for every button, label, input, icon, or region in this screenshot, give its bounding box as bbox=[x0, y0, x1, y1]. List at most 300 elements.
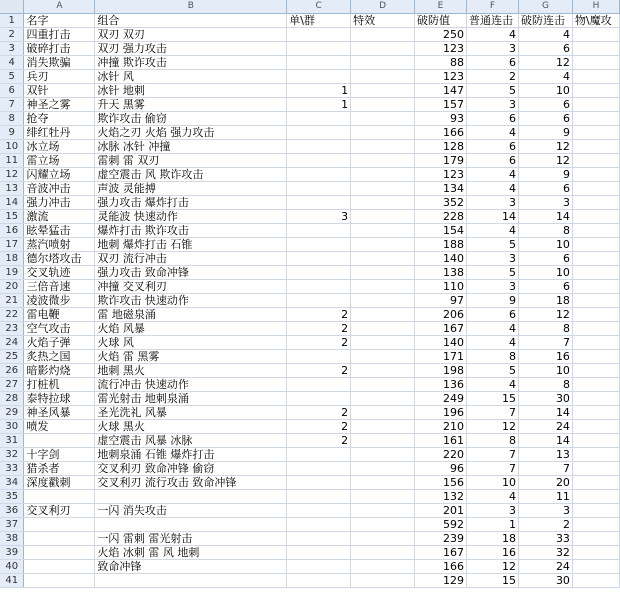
cell-h[interactable] bbox=[572, 504, 619, 518]
row-header[interactable]: 8 bbox=[0, 112, 24, 126]
cell-f[interactable]: 普通连击 bbox=[466, 14, 518, 28]
cell-e[interactable]: 140 bbox=[415, 252, 467, 266]
cell-h[interactable] bbox=[572, 168, 619, 182]
cell-c[interactable]: 单\群 bbox=[287, 14, 351, 28]
cell-g[interactable]: 7 bbox=[518, 336, 572, 350]
cell-h[interactable] bbox=[572, 308, 619, 322]
cell-a[interactable] bbox=[24, 532, 95, 546]
cell-c[interactable] bbox=[287, 112, 351, 126]
row-header[interactable]: 3 bbox=[0, 42, 24, 56]
cell-g[interactable]: 30 bbox=[518, 392, 572, 406]
column-header-a[interactable]: A bbox=[24, 0, 95, 14]
cell-f[interactable]: 1 bbox=[466, 518, 518, 532]
cell-f[interactable]: 6 bbox=[466, 140, 518, 154]
cell-g[interactable]: 9 bbox=[518, 168, 572, 182]
cell-e[interactable]: 123 bbox=[415, 70, 467, 84]
cell-h[interactable] bbox=[572, 532, 619, 546]
row-header[interactable]: 1 bbox=[0, 14, 24, 28]
cell-f[interactable]: 4 bbox=[466, 182, 518, 196]
cell-a[interactable]: 凌波微步 bbox=[24, 294, 95, 308]
row-header[interactable]: 22 bbox=[0, 308, 24, 322]
row-header[interactable]: 37 bbox=[0, 518, 24, 532]
row-header[interactable]: 41 bbox=[0, 574, 24, 588]
cell-f[interactable]: 4 bbox=[466, 378, 518, 392]
cell-d[interactable] bbox=[351, 434, 415, 448]
cell-g[interactable]: 14 bbox=[518, 434, 572, 448]
cell-c[interactable] bbox=[287, 518, 351, 532]
cell-c[interactable] bbox=[287, 140, 351, 154]
cell-d[interactable] bbox=[351, 560, 415, 574]
cell-g[interactable]: 6 bbox=[518, 112, 572, 126]
cell-h[interactable] bbox=[572, 406, 619, 420]
cell-a[interactable]: 蒸汽喷射 bbox=[24, 238, 95, 252]
column-header-d[interactable]: D bbox=[351, 0, 415, 14]
row-header[interactable]: 17 bbox=[0, 238, 24, 252]
cell-h[interactable] bbox=[572, 140, 619, 154]
cell-h[interactable] bbox=[572, 112, 619, 126]
cell-e[interactable]: 132 bbox=[415, 490, 467, 504]
cell-c[interactable] bbox=[287, 182, 351, 196]
cell-b[interactable]: 交叉利刃 流行攻击 致命冲锋 bbox=[95, 476, 287, 490]
cell-f[interactable]: 4 bbox=[466, 490, 518, 504]
cell-d[interactable] bbox=[351, 392, 415, 406]
cell-g[interactable]: 破防连击 bbox=[518, 14, 572, 28]
cell-h[interactable] bbox=[572, 546, 619, 560]
column-header-f[interactable]: F bbox=[466, 0, 518, 14]
cell-d[interactable] bbox=[351, 70, 415, 84]
cell-e[interactable]: 96 bbox=[415, 462, 467, 476]
cell-b[interactable]: 地刺 黑火 bbox=[95, 364, 287, 378]
cell-g[interactable]: 6 bbox=[518, 98, 572, 112]
cell-f[interactable]: 5 bbox=[466, 238, 518, 252]
row-header[interactable]: 23 bbox=[0, 322, 24, 336]
cell-e[interactable]: 167 bbox=[415, 322, 467, 336]
cell-b[interactable]: 火焰 雷 黑雾 bbox=[95, 350, 287, 364]
cell-a[interactable]: 交叉利刃 bbox=[24, 504, 95, 518]
cell-b[interactable]: 火焰之刃 火焰 强力攻击 bbox=[95, 126, 287, 140]
cell-f[interactable]: 4 bbox=[466, 28, 518, 42]
cell-e[interactable]: 147 bbox=[415, 84, 467, 98]
cell-h[interactable] bbox=[572, 364, 619, 378]
cell-h[interactable] bbox=[572, 448, 619, 462]
cell-f[interactable]: 10 bbox=[466, 476, 518, 490]
cell-h[interactable] bbox=[572, 336, 619, 350]
cell-d[interactable] bbox=[351, 322, 415, 336]
cell-c[interactable] bbox=[287, 252, 351, 266]
cell-e[interactable]: 93 bbox=[415, 112, 467, 126]
cell-c[interactable] bbox=[287, 280, 351, 294]
cell-a[interactable]: 德尔塔攻击 bbox=[24, 252, 95, 266]
row-header[interactable]: 29 bbox=[0, 406, 24, 420]
cell-c[interactable] bbox=[287, 560, 351, 574]
cell-f[interactable]: 3 bbox=[466, 98, 518, 112]
cell-f[interactable]: 12 bbox=[466, 560, 518, 574]
cell-h[interactable] bbox=[572, 392, 619, 406]
cell-d[interactable] bbox=[351, 238, 415, 252]
cell-h[interactable] bbox=[572, 154, 619, 168]
cell-f[interactable]: 4 bbox=[466, 126, 518, 140]
cell-a[interactable]: 音波冲击 bbox=[24, 182, 95, 196]
row-header[interactable]: 14 bbox=[0, 196, 24, 210]
cell-d[interactable] bbox=[351, 280, 415, 294]
cell-f[interactable]: 4 bbox=[466, 168, 518, 182]
cell-e[interactable]: 228 bbox=[415, 210, 467, 224]
cell-d[interactable] bbox=[351, 490, 415, 504]
cell-e[interactable]: 352 bbox=[415, 196, 467, 210]
cell-d[interactable] bbox=[351, 406, 415, 420]
cell-b[interactable]: 冰针 风 bbox=[95, 70, 287, 84]
cell-d[interactable] bbox=[351, 420, 415, 434]
cell-c[interactable] bbox=[287, 224, 351, 238]
cell-d[interactable] bbox=[351, 364, 415, 378]
cell-g[interactable]: 14 bbox=[518, 210, 572, 224]
cell-a[interactable]: 四重打击 bbox=[24, 28, 95, 42]
cell-e[interactable]: 110 bbox=[415, 280, 467, 294]
cell-a[interactable] bbox=[24, 574, 95, 588]
cell-b[interactable]: 虚空震击 风 欺诈攻击 bbox=[95, 168, 287, 182]
cell-b[interactable]: 组合 bbox=[95, 14, 287, 28]
cell-f[interactable]: 4 bbox=[466, 336, 518, 350]
cell-h[interactable] bbox=[572, 70, 619, 84]
row-header[interactable]: 39 bbox=[0, 546, 24, 560]
cell-h[interactable] bbox=[572, 322, 619, 336]
column-header-g[interactable]: G bbox=[518, 0, 572, 14]
cell-a[interactable]: 消失欺骗 bbox=[24, 56, 95, 70]
cell-d[interactable]: 特效 bbox=[351, 14, 415, 28]
cell-c[interactable] bbox=[287, 294, 351, 308]
cell-c[interactable] bbox=[287, 350, 351, 364]
cell-h[interactable] bbox=[572, 84, 619, 98]
cell-g[interactable]: 20 bbox=[518, 476, 572, 490]
cell-b[interactable]: 雷刺 雷 双刃 bbox=[95, 154, 287, 168]
cell-e[interactable]: 140 bbox=[415, 336, 467, 350]
cell-c[interactable]: 1 bbox=[287, 98, 351, 112]
cell-f[interactable]: 6 bbox=[466, 308, 518, 322]
cell-g[interactable]: 12 bbox=[518, 140, 572, 154]
cell-f[interactable]: 8 bbox=[466, 434, 518, 448]
cell-c[interactable] bbox=[287, 70, 351, 84]
cell-e[interactable]: 136 bbox=[415, 378, 467, 392]
cell-e[interactable]: 123 bbox=[415, 168, 467, 182]
column-header-b[interactable]: B bbox=[95, 0, 287, 14]
cell-a[interactable]: 破碎打击 bbox=[24, 42, 95, 56]
cell-h[interactable] bbox=[572, 280, 619, 294]
cell-b[interactable]: 圣光洗礼 风暴 bbox=[95, 406, 287, 420]
cell-f[interactable]: 4 bbox=[466, 224, 518, 238]
cell-e[interactable]: 128 bbox=[415, 140, 467, 154]
cell-d[interactable] bbox=[351, 182, 415, 196]
cell-c[interactable] bbox=[287, 448, 351, 462]
cell-a[interactable]: 空气攻击 bbox=[24, 322, 95, 336]
cell-a[interactable]: 双针 bbox=[24, 84, 95, 98]
cell-f[interactable]: 18 bbox=[466, 532, 518, 546]
cell-b[interactable]: 强力攻击 爆炸打击 bbox=[95, 196, 287, 210]
cell-d[interactable] bbox=[351, 518, 415, 532]
cell-d[interactable] bbox=[351, 112, 415, 126]
cell-f[interactable]: 6 bbox=[466, 112, 518, 126]
cell-f[interactable]: 7 bbox=[466, 462, 518, 476]
cell-c[interactable] bbox=[287, 196, 351, 210]
cell-d[interactable] bbox=[351, 462, 415, 476]
cell-g[interactable]: 10 bbox=[518, 364, 572, 378]
cell-a[interactable]: 火焰子弹 bbox=[24, 336, 95, 350]
cell-b[interactable]: 冲撞 交叉利刃 bbox=[95, 280, 287, 294]
cell-g[interactable]: 12 bbox=[518, 154, 572, 168]
cell-f[interactable]: 8 bbox=[466, 350, 518, 364]
cell-a[interactable]: 泰特拉球 bbox=[24, 392, 95, 406]
cell-a[interactable]: 雷电鞭 bbox=[24, 308, 95, 322]
cell-g[interactable]: 8 bbox=[518, 224, 572, 238]
cell-e[interactable]: 97 bbox=[415, 294, 467, 308]
select-all-corner[interactable] bbox=[0, 0, 24, 14]
cell-c[interactable] bbox=[287, 56, 351, 70]
column-header-c[interactable]: C bbox=[287, 0, 351, 14]
cell-b[interactable]: 虚空震击 风暴 冰脉 bbox=[95, 434, 287, 448]
cell-f[interactable]: 15 bbox=[466, 574, 518, 588]
cell-c[interactable]: 2 bbox=[287, 322, 351, 336]
cell-d[interactable] bbox=[351, 140, 415, 154]
row-header[interactable]: 26 bbox=[0, 364, 24, 378]
cell-e[interactable]: 156 bbox=[415, 476, 467, 490]
cell-g[interactable]: 6 bbox=[518, 182, 572, 196]
cell-d[interactable] bbox=[351, 252, 415, 266]
cell-h[interactable] bbox=[572, 350, 619, 364]
cell-d[interactable] bbox=[351, 126, 415, 140]
cell-g[interactable]: 16 bbox=[518, 350, 572, 364]
cell-f[interactable]: 5 bbox=[466, 266, 518, 280]
cell-e[interactable]: 171 bbox=[415, 350, 467, 364]
cell-a[interactable]: 绯红牡丹 bbox=[24, 126, 95, 140]
cell-f[interactable]: 16 bbox=[466, 546, 518, 560]
cell-e[interactable]: 129 bbox=[415, 574, 467, 588]
cell-b[interactable]: 地刺 爆炸打击 石锥 bbox=[95, 238, 287, 252]
cell-a[interactable]: 强力冲击 bbox=[24, 196, 95, 210]
cell-h[interactable] bbox=[572, 378, 619, 392]
cell-d[interactable] bbox=[351, 28, 415, 42]
cell-e[interactable]: 破防值 bbox=[415, 14, 467, 28]
cell-a[interactable]: 打桩机 bbox=[24, 378, 95, 392]
cell-h[interactable] bbox=[572, 252, 619, 266]
cell-g[interactable]: 10 bbox=[518, 84, 572, 98]
cell-h[interactable] bbox=[572, 210, 619, 224]
row-header[interactable]: 35 bbox=[0, 490, 24, 504]
cell-d[interactable] bbox=[351, 196, 415, 210]
cell-a[interactable] bbox=[24, 560, 95, 574]
cell-b[interactable]: 灵能波 快速动作 bbox=[95, 210, 287, 224]
cell-e[interactable]: 198 bbox=[415, 364, 467, 378]
cell-b[interactable] bbox=[95, 490, 287, 504]
cell-a[interactable]: 神圣之雾 bbox=[24, 98, 95, 112]
cell-g[interactable]: 10 bbox=[518, 266, 572, 280]
cell-e[interactable]: 134 bbox=[415, 182, 467, 196]
cell-c[interactable] bbox=[287, 476, 351, 490]
cell-g[interactable]: 24 bbox=[518, 420, 572, 434]
cell-b[interactable]: 双刃 流行冲击 bbox=[95, 252, 287, 266]
cell-g[interactable]: 12 bbox=[518, 308, 572, 322]
cell-h[interactable] bbox=[572, 490, 619, 504]
cell-e[interactable]: 210 bbox=[415, 420, 467, 434]
cell-a[interactable]: 雷立场 bbox=[24, 154, 95, 168]
row-header[interactable]: 38 bbox=[0, 532, 24, 546]
cell-b[interactable]: 一闪 雷刺 雷光射击 bbox=[95, 532, 287, 546]
cell-a[interactable]: 冰立场 bbox=[24, 140, 95, 154]
row-header[interactable]: 33 bbox=[0, 462, 24, 476]
cell-b[interactable]: 欺诈攻击 偷窃 bbox=[95, 112, 287, 126]
cell-e[interactable]: 161 bbox=[415, 434, 467, 448]
cell-h[interactable] bbox=[572, 462, 619, 476]
row-header[interactable]: 27 bbox=[0, 378, 24, 392]
cell-d[interactable] bbox=[351, 294, 415, 308]
cell-d[interactable] bbox=[351, 378, 415, 392]
cell-d[interactable] bbox=[351, 546, 415, 560]
row-header[interactable]: 32 bbox=[0, 448, 24, 462]
cell-f[interactable]: 15 bbox=[466, 392, 518, 406]
cell-a[interactable]: 十字剑 bbox=[24, 448, 95, 462]
row-header[interactable]: 7 bbox=[0, 98, 24, 112]
cell-a[interactable]: 猎杀者 bbox=[24, 462, 95, 476]
cell-h[interactable] bbox=[572, 266, 619, 280]
cell-c[interactable]: 2 bbox=[287, 420, 351, 434]
cell-h[interactable] bbox=[572, 28, 619, 42]
row-header[interactable]: 25 bbox=[0, 350, 24, 364]
cell-g[interactable]: 3 bbox=[518, 196, 572, 210]
cell-g[interactable]: 12 bbox=[518, 56, 572, 70]
cell-a[interactable]: 三倍音速 bbox=[24, 280, 95, 294]
column-header-h[interactable]: H bbox=[572, 0, 619, 14]
cell-b[interactable]: 一闪 消失攻击 bbox=[95, 504, 287, 518]
cell-b[interactable]: 冰针 地刺 bbox=[95, 84, 287, 98]
cell-f[interactable]: 3 bbox=[466, 252, 518, 266]
cell-f[interactable]: 14 bbox=[466, 210, 518, 224]
cell-a[interactable]: 闪耀立场 bbox=[24, 168, 95, 182]
cell-e[interactable]: 157 bbox=[415, 98, 467, 112]
cell-a[interactable]: 炙热之国 bbox=[24, 350, 95, 364]
cell-b[interactable]: 雷 地磁泉涌 bbox=[95, 308, 287, 322]
cell-b[interactable]: 升天 黑雾 bbox=[95, 98, 287, 112]
cell-d[interactable] bbox=[351, 168, 415, 182]
cell-c[interactable]: 2 bbox=[287, 406, 351, 420]
cell-b[interactable]: 流行冲击 快速动作 bbox=[95, 378, 287, 392]
cell-a[interactable] bbox=[24, 490, 95, 504]
cell-a[interactable]: 深度戳刺 bbox=[24, 476, 95, 490]
row-header[interactable]: 21 bbox=[0, 294, 24, 308]
cell-c[interactable] bbox=[287, 546, 351, 560]
cell-c[interactable] bbox=[287, 42, 351, 56]
cell-h[interactable] bbox=[572, 182, 619, 196]
cell-g[interactable]: 14 bbox=[518, 406, 572, 420]
row-header[interactable]: 20 bbox=[0, 280, 24, 294]
cell-h[interactable] bbox=[572, 434, 619, 448]
cell-e[interactable]: 167 bbox=[415, 546, 467, 560]
cell-h[interactable] bbox=[572, 196, 619, 210]
cell-e[interactable]: 166 bbox=[415, 560, 467, 574]
cell-f[interactable]: 3 bbox=[466, 42, 518, 56]
cell-a[interactable]: 眩晕猛击 bbox=[24, 224, 95, 238]
cell-g[interactable]: 18 bbox=[518, 294, 572, 308]
cell-c[interactable]: 2 bbox=[287, 434, 351, 448]
cell-h[interactable] bbox=[572, 126, 619, 140]
row-header[interactable]: 36 bbox=[0, 504, 24, 518]
cell-f[interactable]: 12 bbox=[466, 420, 518, 434]
cell-b[interactable]: 冰脉 冰针 冲撞 bbox=[95, 140, 287, 154]
cell-e[interactable]: 166 bbox=[415, 126, 467, 140]
cell-c[interactable]: 2 bbox=[287, 336, 351, 350]
row-header[interactable]: 28 bbox=[0, 392, 24, 406]
cell-b[interactable]: 爆炸打击 欺诈攻击 bbox=[95, 224, 287, 238]
cell-h[interactable] bbox=[572, 42, 619, 56]
row-header[interactable]: 5 bbox=[0, 70, 24, 84]
cell-h[interactable] bbox=[572, 518, 619, 532]
cell-e[interactable]: 220 bbox=[415, 448, 467, 462]
cell-f[interactable]: 6 bbox=[466, 56, 518, 70]
cell-h[interactable] bbox=[572, 224, 619, 238]
cell-c[interactable]: 1 bbox=[287, 84, 351, 98]
cell-f[interactable]: 6 bbox=[466, 154, 518, 168]
cell-g[interactable]: 13 bbox=[518, 448, 572, 462]
cell-d[interactable] bbox=[351, 448, 415, 462]
row-header[interactable]: 2 bbox=[0, 28, 24, 42]
cell-c[interactable]: 3 bbox=[287, 210, 351, 224]
cell-d[interactable] bbox=[351, 308, 415, 322]
row-header[interactable]: 4 bbox=[0, 56, 24, 70]
cell-e[interactable]: 154 bbox=[415, 224, 467, 238]
cell-g[interactable]: 6 bbox=[518, 280, 572, 294]
cell-a[interactable]: 交叉轨迹 bbox=[24, 266, 95, 280]
row-header[interactable]: 15 bbox=[0, 210, 24, 224]
cell-g[interactable]: 8 bbox=[518, 322, 572, 336]
cell-h[interactable] bbox=[572, 420, 619, 434]
cell-b[interactable] bbox=[95, 518, 287, 532]
cell-e[interactable]: 123 bbox=[415, 42, 467, 56]
cell-b[interactable]: 冲撞 欺诈攻击 bbox=[95, 56, 287, 70]
cell-g[interactable]: 8 bbox=[518, 378, 572, 392]
cell-c[interactable] bbox=[287, 266, 351, 280]
cell-e[interactable]: 249 bbox=[415, 392, 467, 406]
cell-a[interactable]: 神圣风暴 bbox=[24, 406, 95, 420]
cell-d[interactable] bbox=[351, 224, 415, 238]
row-header[interactable]: 30 bbox=[0, 420, 24, 434]
cell-h[interactable] bbox=[572, 574, 619, 588]
cell-c[interactable] bbox=[287, 504, 351, 518]
cell-c[interactable] bbox=[287, 126, 351, 140]
cell-d[interactable] bbox=[351, 336, 415, 350]
cell-f[interactable]: 4 bbox=[466, 322, 518, 336]
cell-e[interactable]: 206 bbox=[415, 308, 467, 322]
cell-g[interactable]: 4 bbox=[518, 28, 572, 42]
cell-g[interactable]: 3 bbox=[518, 504, 572, 518]
cell-a[interactable]: 抢夺 bbox=[24, 112, 95, 126]
row-header[interactable]: 18 bbox=[0, 252, 24, 266]
cell-g[interactable]: 7 bbox=[518, 462, 572, 476]
cell-g[interactable]: 32 bbox=[518, 546, 572, 560]
cell-b[interactable]: 火球 黑火 bbox=[95, 420, 287, 434]
cell-b[interactable]: 双刃 双刃 bbox=[95, 28, 287, 42]
cell-g[interactable]: 24 bbox=[518, 560, 572, 574]
cell-g[interactable]: 4 bbox=[518, 70, 572, 84]
row-header[interactable]: 12 bbox=[0, 168, 24, 182]
cell-f[interactable]: 5 bbox=[466, 364, 518, 378]
cell-d[interactable] bbox=[351, 532, 415, 546]
cell-f[interactable]: 2 bbox=[466, 70, 518, 84]
cell-b[interactable]: 雷光射击 地刺泉涌 bbox=[95, 392, 287, 406]
cell-e[interactable]: 196 bbox=[415, 406, 467, 420]
cell-c[interactable] bbox=[287, 238, 351, 252]
cell-b[interactable]: 地刺泉涌 石锥 爆炸打击 bbox=[95, 448, 287, 462]
cell-c[interactable] bbox=[287, 490, 351, 504]
cell-h[interactable] bbox=[572, 56, 619, 70]
row-header[interactable]: 19 bbox=[0, 266, 24, 280]
cell-e[interactable]: 201 bbox=[415, 504, 467, 518]
